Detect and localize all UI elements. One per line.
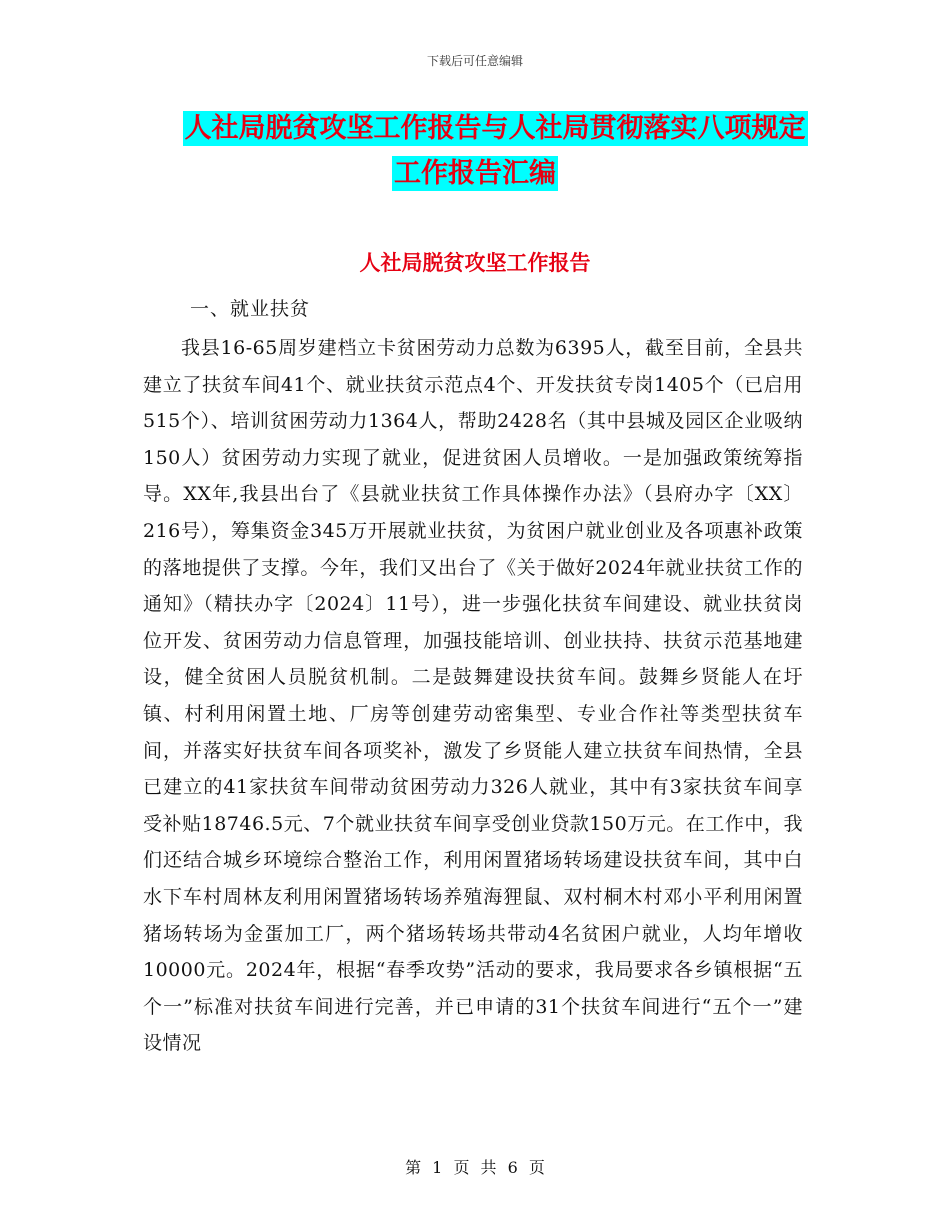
section-title: 人社局脱贫攻坚工作报告 [359, 251, 591, 275]
document-title-line-2 [0, 155, 950, 193]
document-title-line-1 [0, 110, 950, 148]
document-title-line-2-text: 工作报告汇编 [394, 158, 556, 189]
subsection-heading: 一、就业扶贫 [190, 298, 311, 320]
header-note: 下载后可任意编辑 [426, 54, 523, 68]
page-footer: 第 1 页 共 6 页 [405, 1158, 545, 1177]
body-paragraph: 我县16-65周岁建档立卡贫困劳动力总数为6395人，截至目前，全县共建立了扶贫车间41个、就业扶贫示范点4个、开发扶贫专岗1405个（已启用515个）、培训贫困劳动力1364人，帮助2428名（其中县城及园区企业吸纳150人）贫困劳动力实现了就业，促进贫困人员增收。一是加强政策统筹指导。XX年,我县出台了《县就业扶贫工作具体操作办法》（县府办字〔XX〕216号），筹集资金345万开展就业扶贫，为贫困户就业创业及各项惠补政策的落地提供了支撑。今年，我们又出台了《关于做好2024年就业扶贫工作的通知》（精扶办字〔2024〕11号），进一步强化扶贫车间建设、就业扶贫岗位开发、贫困劳动力信息管理，加强技能培训、创业扶持、扶贫示范基地建设，健全贫困人员脱贫机制。二是鼓舞建设扶贫车间。鼓舞乡贤能人在圩镇、村利用闲置土地、厂房等创建劳动密集型、专业合作社等类型扶贫车间，并落实好扶贫车间各项奖补，激发了乡贤能人建立扶贫车间热情，全县已建立的41家扶贫车间带动贫困劳动力326人就业，其中有3家扶贫车间享受补贴18746.5元、7个就业扶贫车间享受创业贷款150万元。在工作中，我们还结合城乡环境综合整治工作，利用闲置猪场转场建设扶贫车间，其中白水下车村周林友利用闲置猪场转场养殖海狸鼠、双村桐木村邓小平利用闲置猪场转场为金蛋加工厂，两个猪场转场共带动4名贫困户就业，人均年增收10000元。2024年，根据“春季攻势”活动的要求，我局要求各乡镇根据“五个一”标准对扶贫车间进行完善，并已申请的31个扶贫车间进行“五个一”建设情况 [143, 337, 803, 1055]
document-title-line-1-text: 人社局脱贫攻坚工作报告与人社局贯彻落实八项规定 [184, 113, 806, 144]
